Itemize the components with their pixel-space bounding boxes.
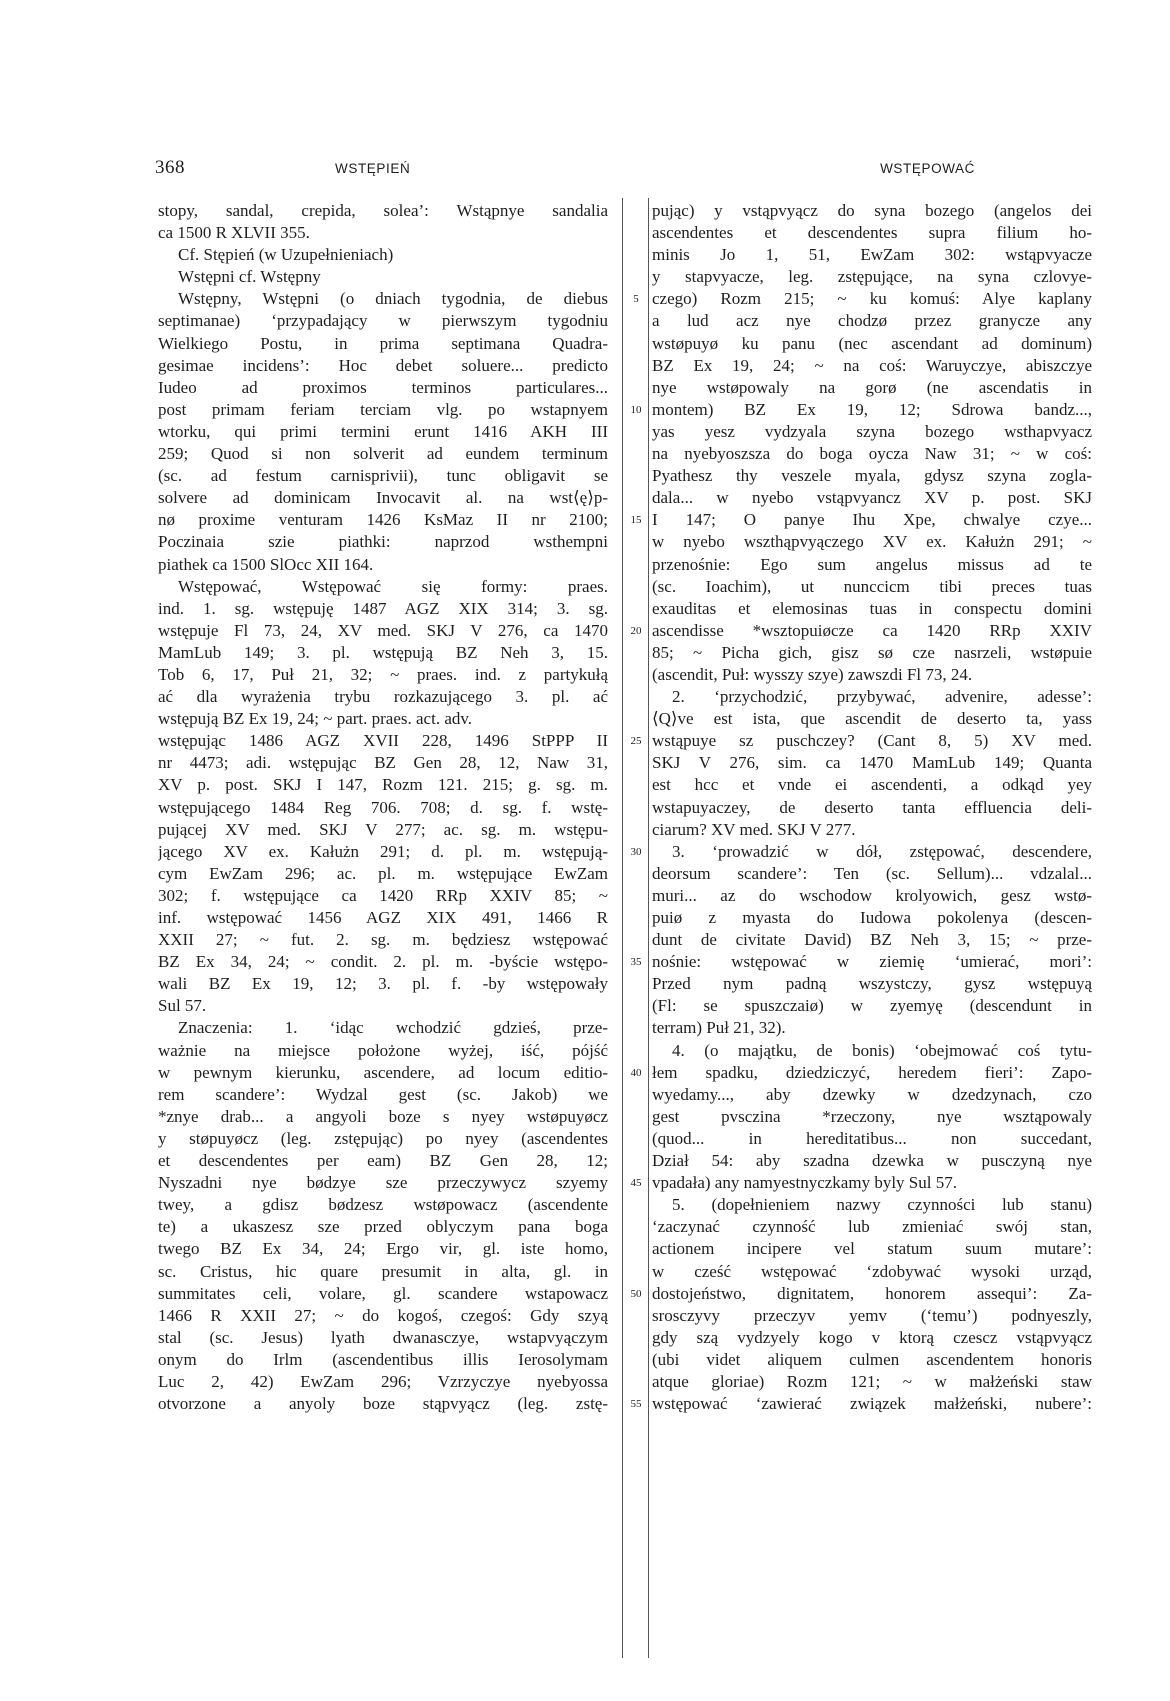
line-number: 5 — [633, 293, 639, 306]
text-line: Wstępować, Wstępować się formy: praes. — [178, 576, 608, 596]
line-number: 25 — [630, 735, 642, 748]
text-line: est hcc et vnde ei ascendenti, a odkąd yey — [652, 775, 1092, 795]
line-number: 50 — [630, 1287, 642, 1300]
line-number: 45 — [630, 1177, 642, 1190]
text-line: inf. wstępować 1456 AGZ XIX 491, 1466 R — [158, 908, 608, 927]
line-number: 55 — [630, 1398, 642, 1411]
text-line: twego BZ Ex 34, 24; Ergo vir, gl. iste homo, — [158, 1239, 608, 1259]
line-number: 10 — [630, 403, 642, 416]
text-line: wstępując 1486 AGZ XVII 228, 1496 StPPP II — [158, 731, 608, 751]
text-line: ca 1500 R XLVII 355. — [158, 223, 310, 243]
text-line: XXII 27; ~ fut. 2. sg. m. będziesz wstępować — [158, 930, 608, 950]
text-line: na nyebyoszsza do boga oycza Naw 31; ~ w coś: — [652, 444, 1092, 464]
text-line: pując) y vstąpvyącz do syna bozego (angelos dei — [652, 201, 1092, 220]
text-line: Tob 6, 17, Puł 21, 32; ~ praes. ind. z partykułą — [158, 664, 608, 684]
text-line: BZ Ex 34, 24; ~ condit. 2. pl. m. -byście wstępo- — [158, 952, 608, 972]
text-line: piathek ca 1500 SlOcc XII 164. — [158, 554, 374, 574]
left-running-head: WSTĘPIEŃ — [335, 161, 411, 176]
text-line: łem spadku, dziedziczyć, heredem fieri’: Zapo- — [652, 1062, 1092, 1082]
text-line: 2. ‘przychodzić, przybywać, advenire, adesse’: — [672, 687, 1092, 707]
text-line: nø proxime venturam 1426 KsMaz II nr 2100; — [158, 510, 608, 530]
text-line: sc. Cristus, hic quare presumit in alta, gl. in — [158, 1261, 608, 1281]
text-line: wyedamy..., aby dzewky w dzedzynach, czo — [652, 1084, 1092, 1104]
text-line: wstępować ‘zawierać związek małżeński, nubere’: — [652, 1394, 1092, 1414]
text-line: ind. 1. sg. wstępuję 1487 AGZ XIX 314; 3. sg. — [158, 598, 608, 618]
text-line: Iudeo ad proximos terminos particulares... — [158, 377, 608, 397]
text-line: wstępują BZ Ex 19, 24; ~ part. praes. act. adv. — [158, 709, 473, 729]
text-line: summitates celi, volare, gl. scandere wstapowacz — [158, 1283, 608, 1303]
text-line: XV p. post. SKJ I 147, Rozm 121. 215; g. sg. m. — [158, 775, 608, 795]
gutter-rule-left — [622, 198, 623, 1658]
text-line: SKJ V 276, sim. ca 1470 MamLub 149; Quanta — [652, 753, 1092, 773]
text-line: otvorzone a anyoly boze stąpvyącz (leg. zstę- — [158, 1394, 608, 1414]
text-line: I 147; O panye Ihu Xpe, chwalye czye... — [652, 510, 1092, 530]
text-line: (quod... in hereditatibus... non succedant, — [652, 1128, 1092, 1148]
line-number: 40 — [630, 1066, 642, 1079]
text-line: stopy, sandal, crepida, solea’: Wstąpnye sandalia — [158, 201, 608, 220]
text-line: wtorku, qui primi termini erunt 1416 AKH III — [158, 421, 608, 441]
text-line: 4. (o majątku, de bonis) ‘obejmować coś tytu- — [672, 1040, 1092, 1060]
text-line: (Fl: se spuszczaiø) w zyemyę (descendunt in — [652, 996, 1092, 1016]
text-line: Znaczenia: 1. ‘idąc wchodzić gdzieś, prze- — [178, 1018, 608, 1038]
text-line: wali BZ Ex 19, 12; 3. pl. f. -by wstępowały — [158, 974, 608, 994]
text-line: cym EwZam 296; ac. pl. m. wstępujące EwZam — [158, 863, 608, 883]
text-line: MamLub 149; 3. pl. wstępują BZ Neh 3, 15. — [158, 642, 608, 662]
text-line: nośnie: wstępować w ziemię ‘umierać, mori’: — [652, 952, 1092, 972]
text-line: deorsum scandere’: Ten (sc. Sellum)... vdzalal... — [652, 863, 1092, 883]
text-line: yas yesz vydzyala szyna bozego wsthapvyacz — [652, 421, 1092, 441]
text-line: y støpuyøcz (leg. zstępując) po nyey (ascendentes — [158, 1128, 608, 1148]
text-line: w pewnym kierunku, ascendere, ad locum editio- — [158, 1062, 608, 1082]
text-line: te) a ukaszesz sze przed oblyczym pana boga — [158, 1217, 608, 1237]
text-line: septimanae) ‘przypadający w pierwszym tygodniu — [158, 311, 608, 331]
text-line: Nyszadni nye bødzye sze przeczywycz szyemy — [158, 1173, 608, 1193]
text-line: Sul 57. — [158, 996, 207, 1016]
gutter-rule-right — [648, 198, 649, 1658]
text-line: (ascendit, Puł: wysszy szye) zawszdi Fl 73, 24. — [652, 664, 973, 684]
text-line: srosczyvy przeczyv yemv (‘temu’) podnyeszly, — [652, 1305, 1092, 1325]
text-line: ać dla wyrażenia trybu rozkazującego 3. pl. ać — [158, 687, 608, 707]
text-line: czego) Rozm 215; ~ ku komuś: Alye kaplany — [652, 289, 1092, 309]
text-line: post primam feriam terciam vlg. po wstapnyem — [158, 399, 608, 419]
text-line: gdy szą vydzyely kogo v ktorą czescz vstąpvyącz — [652, 1327, 1092, 1347]
text-line: Pyathesz thy veszele myala, gdysz szyna zogla- — [652, 466, 1092, 486]
text-line: et descendentes per eam) BZ Gen 28, 12; — [158, 1151, 608, 1171]
text-line: wstępuje Fl 73, 24, XV med. SKJ V 276, ca 1470 — [158, 620, 608, 640]
text-line: 302; f. wstępujące ca 1420 RRp XXIV 85; ~ — [158, 885, 608, 905]
text-line: Przed nym padną wszystczy, gysz wstępuyą — [652, 974, 1092, 994]
text-line: wstąpuye sz puschczey? (Cant 8, 5) XV med. — [652, 731, 1092, 751]
text-line: dostojeństwo, dignitatem, honorem assequi’: Za- — [652, 1283, 1092, 1303]
text-line: montem) BZ Ex 19, 12; Sdrowa bandz..., — [652, 399, 1092, 419]
text-line: jącego XV ex. Kałużn 291; d. pl. m. wstępują- — [158, 841, 608, 861]
text-line: Wstępni cf. Wstępny — [178, 267, 321, 287]
text-line: (ubi videt aliquem culmen ascendentem honoris — [652, 1349, 1092, 1369]
text-line: w nyebo wszthąpvyączego XV ex. Kałużn 291; ~ — [652, 532, 1092, 552]
text-line: gest pvsczina *rzeczony, nye wsztąpowaly — [652, 1106, 1092, 1126]
left-column — [158, 200, 608, 1415]
text-line: (sc. ad festum carnisprivii), tunc obligavit se — [158, 466, 608, 486]
text-line: dunt de civitate David) BZ Neh 3, 15; ~ prze- — [652, 930, 1092, 950]
text-line: ascendentes et descendentes supra filium ho- — [652, 223, 1092, 243]
text-line: wstępującego 1484 Reg 706. 708; d. sg. f. wstę- — [158, 797, 608, 817]
text-line: vpadała) any namyestnyczkamy byly Sul 57. — [652, 1173, 957, 1193]
right-running-head: WSTĘPOWAĆ — [880, 161, 975, 176]
text-line: nye wstøpowaly na gorø (ne ascendatis in — [652, 377, 1092, 397]
text-line: stal (sc. Jesus) lyath dwanasczye, wstapvyączym — [158, 1327, 608, 1347]
right-column — [652, 200, 1092, 1415]
text-line: 5. (dopełnieniem nazwy czynności lub stanu) — [672, 1195, 1092, 1215]
line-number: 20 — [630, 624, 642, 637]
text-line: gesimae incidens’: Hoc debet soluere... predicto — [158, 355, 608, 375]
text-line: Wstępny, Wstępni (o dniach tygodnia, de diebus — [178, 289, 608, 309]
line-number: 35 — [630, 956, 642, 969]
text-line: rem scandere’: Wydzal gest (sc. Jakob) we — [158, 1084, 608, 1104]
line-number: 15 — [630, 514, 642, 527]
text-line: ciarum? XV med. SKJ V 277. — [652, 819, 856, 839]
text-line: ważnie na miejsce położone wyżej, iść, pójść — [158, 1040, 608, 1060]
text-line: ‘zaczynać czynność lub zmieniać swój stan, — [652, 1217, 1092, 1237]
text-line: Dział 54: aby szadna dzewka w pusczyną nye — [652, 1151, 1092, 1171]
text-line: terram) Puł 21, 32). — [652, 1018, 786, 1038]
text-line: exauditas et elemosinas tuas in conspectu domini — [652, 598, 1092, 618]
text-line: 259; Quod si non solverit ad eundem terminum — [158, 444, 608, 464]
text-line: twey, a gdisz bødzesz wstøpowacz (ascendente — [158, 1195, 608, 1215]
text-line: przenośnie: Ego sum angelus missus ad te — [652, 554, 1092, 574]
text-line: y stapvyacze, leg. zstępujące, na syna czlovye- — [652, 267, 1092, 287]
text-line: atque gloriae) Rozm 121; ~ w małżeński staw — [652, 1371, 1092, 1391]
page-number: 368 — [155, 157, 185, 178]
line-number: 30 — [630, 845, 642, 858]
text-line: minis Jo 1, 51, EwZam 302: wstąpvyacze — [652, 245, 1092, 265]
text-line: Cf. Stępień (w Uzupełnieniach) — [178, 245, 394, 265]
text-line: onym do Irlm (ascendentibus illis Ierosolymam — [158, 1349, 608, 1369]
text-line: Wielkiego Postu, in prima septimana Quadra- — [158, 333, 608, 353]
text-line: wstapuyaczey, de deserto tanta effluencia deli- — [652, 797, 1092, 817]
text-line: pującej XV med. SKJ V 277; ac. sg. m. wstępu- — [158, 819, 608, 839]
text-line: BZ Ex 19, 24; ~ na coś: Waruyczye, abiszczye — [652, 355, 1092, 375]
text-line: Poczinaia szie piathki: naprzod wsthempni — [158, 532, 608, 552]
text-line: solvere ad dominicam Invocavit al. na wst⟨ę⟩p- — [158, 488, 608, 508]
text-line: dala... w nyebo vstąpvyancz XV p. post. SKJ — [652, 488, 1092, 508]
text-line: wstøpuyø ku panu (nec ascendant ad dominum) — [652, 333, 1092, 353]
text-line: Luc 2, 42) EwZam 296; Vzrzyczye nyebyossa — [158, 1371, 608, 1391]
text-line: 85; ~ Picha gich, gisz sø cze nasrzeli, wstøpuie — [652, 642, 1092, 662]
text-line: a lud acz nye chodzø przez granycze any — [652, 311, 1092, 331]
text-line: *znye drab... a angyoli boze s nyey wstøpuyøcz — [158, 1106, 608, 1126]
text-line: ⟨Q⟩ve est ista, que ascendit de deserto ta, yass — [652, 709, 1092, 729]
text-line: nr 4473; adi. wstępując BZ Gen 28, 12, Naw 31, — [158, 753, 608, 773]
text-line: muri... az do wschodow krolyowich, gesz wstø- — [652, 885, 1092, 905]
text-line: actionem incipere vel statum suum mutare’: — [652, 1239, 1092, 1259]
text-line: puiø z myasta do Iudowa pokolenya (descen- — [652, 908, 1092, 927]
text-line: ascendisse *wsztopuiøcze ca 1420 RRp XXIV — [652, 620, 1092, 640]
text-line: 1466 R XXII 27; ~ do kogoś, czegoś: Gdy szyą — [158, 1305, 608, 1325]
text-line: 3. ‘prowadzić w dół, zstępować, descendere, — [672, 841, 1092, 861]
text-line: (sc. Ioachim), ut nunccicm tibi preces tuas — [652, 576, 1092, 596]
text-line: w cześć wstępować ‘zdobywać wysoki urząd, — [652, 1261, 1092, 1281]
